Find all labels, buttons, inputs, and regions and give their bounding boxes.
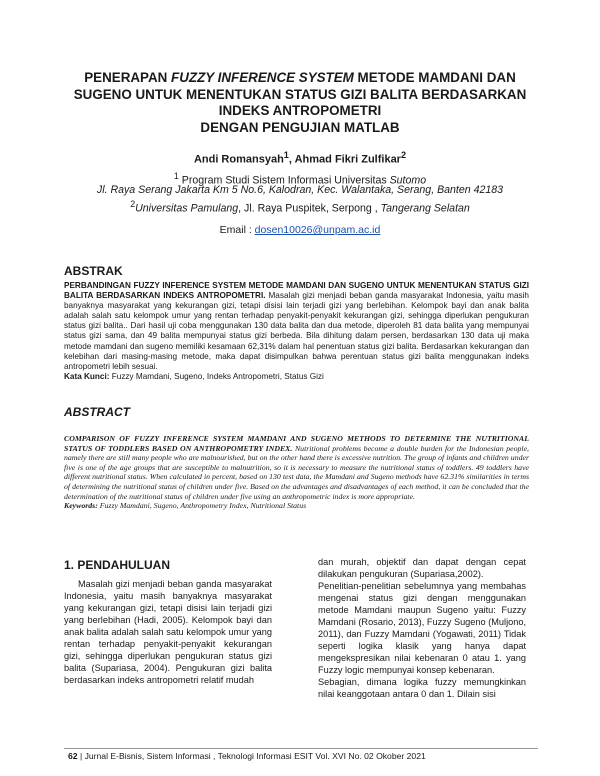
column-right — [318, 556, 526, 700]
paragraph: Sebagian, dimana logika fuzzy memungkinkan nilai keanggotaan antara 0 dan 1. Dilain sisi — [318, 677, 526, 699]
author-1: Andi Romansyah — [193, 153, 284, 166]
column-left — [64, 578, 272, 686]
paragraph: Masalah gizi menjadi beban ganda masyarakat Indonesia, yaitu masih banyaknya masyarakat yang kekurangan gizi, tetapi disisi lain terjadi gizi yang berlebihan (Hadi, 2005). Kelompok bayi dan anak balita adalah salah satu kelompok umur yang rentan terhadap penyakit-penyakit kekurangan gizi, sehingga diperlukan pengukuran status gizi balita (Supariasa, 2004). Pengukuran gizi balita berdasarkan indeks antropometri relatif mudah — [64, 579, 272, 685]
email-link[interactable]: dosen10026@unpam.ac.id — [254, 224, 381, 236]
author-2: Ahmad Fikri Zulfikar — [294, 153, 401, 166]
email-line: Email : dosen10026@unpam.ac.id — [219, 224, 381, 236]
paragraph: dan murah, objektif dan dapat dengan cepat dilakukan pengukuran (Supariasa,2002). — [318, 557, 526, 579]
author-list: Andi Romansyah$^1$, Ahmad Fikri Zulfikar$^2$ — [193, 150, 407, 166]
affiliation-2: $^2$Universitas Pamulang, Jl. Raya Puspitek, Serpong , Tangerang Selatan — [130, 199, 470, 215]
abstract-keywords: Fuzzy Mamdani, Sugeno, Anthropometry Index, Nutritional Status — [97, 501, 307, 511]
section-heading-introduction: 1. PENDAHULUAN — [64, 558, 171, 572]
abstract-keywords-label: Keywords: — [64, 501, 98, 511]
title-italic: FUZZY INFERENCE SYSTEM — [171, 70, 354, 85]
affiliation-address: Jl. Raya Serang Jakarta Km 5 No.6, Kalodran, Kec. Walantaka, Serang, Banten 42183 — [96, 184, 504, 196]
affiliation-1: $^1$ Program Studi Sistem Informasi Universitas Sutomo — [173, 171, 427, 187]
abstrak-body: PERBANDINGAN FUZZY INFERENCE SYSTEM METODE MAMDANI DAN SUGENO UNTUK MENENTUKAN STATUS GIZI BALITA BERDASARKAN INDEKS ANTROPOMETRI. Masalah gizi menjadi beban ganda masyarakat Indonesia, yaitu masih banyaknya masyarakat yang kekurangan gizi, tetapi disisi lain terjadi gizi yang berlebihan. Kelompok bayi dan anak balita adalah salah satu kelompok umur yang rentan terhadap penyakit-penyakit kekurangan gizi, sehingga diperlukan pengukuran status gizi balita.. Dari hasil uji coba menggunakan 130 data balita dan dua metode, diperoleh 81 data balita yang mempunyai status gizi sama, dan 49 balita mempunyai status gizi berbeda. Bila dihitung dalam persen, berdasarkan 130 data uji maka metode mamdani dan sugeno memiliki kesamaan 62,31% dalam hal penentuan status gizi balita. Berdasarkan kekurangan dan kelebihan dari masing-masing metode, maka dapat disimpulkan bahwa perentuan status gizi balita menggunakan indeks antropometri lebih sesuai. Kata Kunci: Fuzzy Mamdani, Sugeno, Indeks Antropometri, Status Gizi — [64, 281, 529, 381]
abstrak-heading: ABSTRAK — [64, 264, 123, 278]
abstrak-keywords: Fuzzy Mamdani, Sugeno, Indeks Antropometri, Status Gizi — [109, 371, 324, 381]
abstract-body: COMPARISON OF FUZZY INFERENCE SYSTEM MAMDANI AND SUGENO METHODS TO DETERMINE THE NUTRITIONAL STATUS OF TODDLERS BASED ON ANTHROPOMETRY INDEX. Nutritional problems become a double burden for the Indonesian people, namely there are still many people who are malnourished, but on the other hand there is excessive nutrition. The group of infants and children under five is one of the age groups that are susceptible to malnutrition, so it is necessary to measure the nutritional status of toddlers. 49 toddlers have different nutritional status. When calculated in percent, based on 130 test data, the Mamdani and Sugeno methods have 62.31% similarities in terms of determining the nutritional status of children under five. Based on the advantages and disadvantages of each method, it can be concluded that the determination of the nutritional status of children under five using an anthropometric index is more appropriate. Keywords: Fuzzy Mamdani, Sugeno, Anthropometry Index, Nutritional Status — [64, 434, 529, 511]
journal-info: | Jurnal E-Bisnis, Sistem Informasi , Teknologi Informasi ESIT Vol. XVI No. 02 Okober 2021 — [77, 751, 426, 761]
page-footer — [64, 748, 538, 761]
page-number: 62 — [68, 751, 78, 761]
abstrak-keywords-label: Kata Kunci: — [64, 371, 110, 381]
paper-title: PENERAPAN FUZZY INFERENCE SYSTEM METODE MAMDANI DAN SUGENO UNTUK MENENTUKAN STATUS GIZI BALITA BERDASARKAN INDEKS ANTROPOMETRI DENGAN PENGUJIAN MATLAB — [73, 70, 527, 135]
abstract-heading: ABSTRACT — [64, 405, 130, 419]
paragraph: Penelitian-penelitian sebelumnya yang membahas mengenai status gizi dengan menggunakan metode Mamdani maupun Sugeno yaitu: Fuzzy Mamdani (Rosario, 2013), Fuzzy Sugeno (Muljono, 2011), dan Fuzzy Mamdani (Yogawati, 2011) Tidak seperti logika klasik yang hanya dapat mengekspresikan nilai kebenaran 0 atau 1. yang Fuzzy logic mempunyai konsep kebenaran. — [318, 581, 526, 675]
